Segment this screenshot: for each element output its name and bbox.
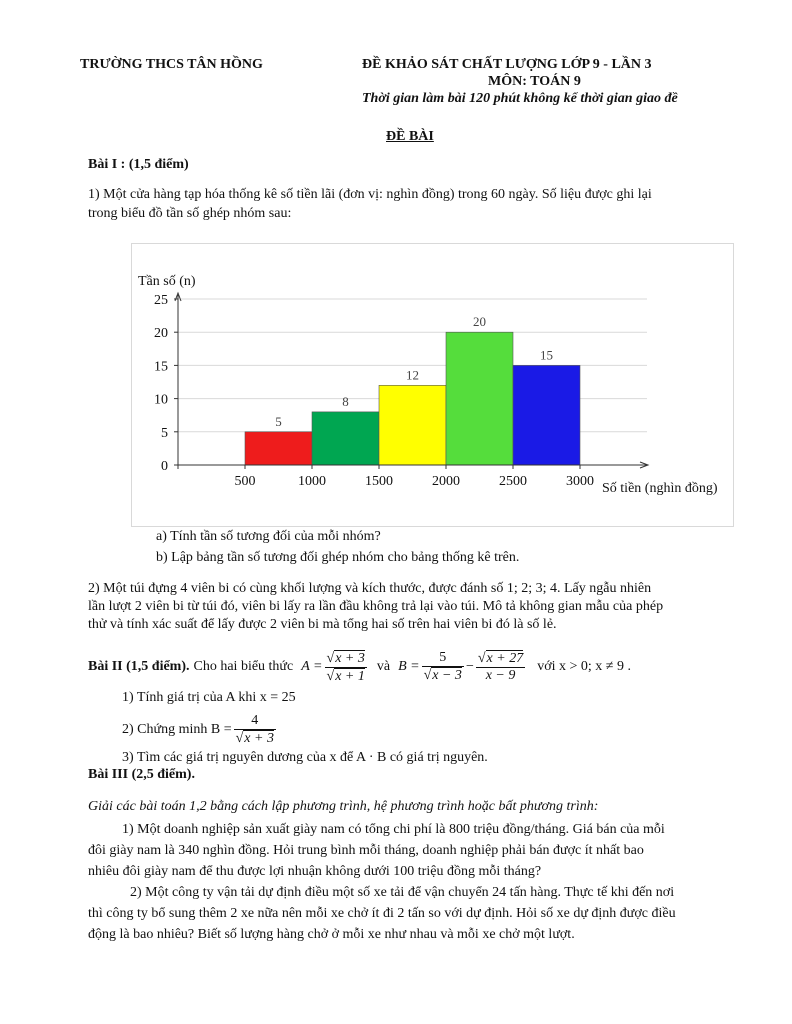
y-axis-label: Tần số (n) [138, 274, 196, 289]
A-num: x + 3 [335, 650, 365, 666]
B-eq: B = [398, 659, 420, 674]
bai2-intro: Cho hai biểu thức [193, 659, 294, 674]
bai3-heading: Bài III (2,5 điểm). [88, 767, 195, 782]
subject: MÔN: TOÁN 9 [488, 74, 581, 89]
bai3-p1-line1: 1) Một doanh nghiệp sản xuất giày nam có tổng chi phí là 800 triệu đồng/tháng. Giá bán của mỗi [122, 822, 665, 837]
histogram-chart [131, 243, 734, 527]
x-tick-label: 2500 [499, 474, 527, 489]
bar-value-label: 15 [540, 347, 553, 363]
B2-num: x + 27 [486, 651, 524, 666]
time-note: Thời gian làm bài 120 phút không kể thời gian giao đề [362, 91, 678, 106]
A-eq: A = [301, 659, 323, 674]
bai2-heading: Bài II (1,5 điểm). [88, 659, 190, 674]
x-tick-label: 1000 [298, 474, 326, 489]
bar-value-label: 5 [275, 413, 282, 429]
section-title: ĐỀ BÀI [386, 129, 434, 144]
exam-title: ĐỀ KHẢO SÁT CHẤT LƯỢNG LỚP 9 - LẦN 3 [362, 57, 652, 72]
bar-500-1000 [245, 432, 312, 465]
y-tick-label: 20 [154, 326, 168, 342]
y-tick-label: 15 [154, 359, 168, 375]
bai3-p2-line3: động là bao nhiêu? Biết số lượng hàng chở ở mỗi xe như nhau và mỗi xe chở một lượt. [88, 927, 575, 942]
y-tick-label: 0 [161, 459, 168, 474]
bai1-q2-line2: lần lượt 2 viên bi từ túi đó, viên bi lấy ra lần đầu không trả lại vào túi. Mô tả không gian mẫu của phép [88, 599, 664, 614]
x-tick-label: 1500 [365, 474, 393, 489]
B2-fraction: $\frac{√x + 27}{x - 9}$ [477, 651, 524, 683]
A-fraction: $\frac{√x + 3}{√x + 1}$ [326, 650, 365, 684]
condition: với x > 0; x ≠ 9 . [537, 659, 631, 674]
bar-1500-2000 [379, 385, 446, 465]
bai3-p1-line3: nhiêu đôi giày nam để thu được lợi nhuận không dưới 100 triệu đồng mỗi tháng? [88, 864, 542, 879]
B1-num: 5 [422, 650, 464, 667]
school-name: TRƯỜNG THCS TÂN HỒNG [80, 57, 263, 72]
bai3-p1-line2: đôi giày nam là 340 nghìn đồng. Hỏi trung bình mỗi tháng, doanh nghiệp phải bán được ít nhất bao [88, 843, 644, 858]
y-tick-label: 5 [161, 425, 168, 441]
x-axis-label: Số tiền (nghìn đồng) [602, 481, 718, 496]
bai3-intro: Giải các bài toán 1,2 bằng cách lập phương trình, hệ phương trình hoặc bất phương trình: [88, 799, 599, 814]
bar-value-label: 12 [406, 367, 419, 383]
bai1-q2-line3: thử và tính xác suất để lấy được 2 viên bi mà tổng hai số trên hai viên bi đó là số lẻ. [88, 617, 557, 632]
bai2-q2-prefix: 2) Chứng minh B = [122, 722, 232, 737]
bai3-p2-line1: 2) Một công ty vận tải dự định điều một số xe tải để vận chuyển 24 tấn hàng. Thực tế khi đến nơi [130, 885, 675, 900]
B2-den: x − 9 [485, 668, 516, 683]
y-tick-label: 25 [154, 293, 168, 308]
bar-2500-3000 [513, 365, 580, 465]
bai1-heading: Bài I : (1,5 điểm) [88, 157, 189, 172]
bai1-q1-line1: 1) Một cửa hàng tạp hóa thống kê số tiền lãi (đơn vị: nghìn đồng) trong 60 ngày. Số liệu được ghi lại [88, 187, 652, 202]
y-tick-label: 10 [154, 392, 168, 408]
bar-2000-2500 [446, 332, 513, 465]
B1-fraction: $\frac{5}{√x - 3}$ [423, 650, 462, 683]
bai2-q1: 1) Tính giá trị của A khi x = 25 [122, 690, 296, 705]
bai1-q1-line2: trong biểu đồ tần số ghép nhóm sau: [88, 206, 292, 221]
bai1-sub-a: a) Tính tần số tương đối của mỗi nhóm? [156, 529, 381, 544]
q2-num: 4 [234, 713, 276, 730]
q2-fraction: $\frac{4}{√x + 3}$ [235, 713, 274, 746]
A-den: x + 1 [335, 668, 365, 684]
bar-value-label: 20 [473, 314, 486, 330]
bai2-q3: 3) Tìm các giá trị nguyên dương của x để A · B có giá trị nguyên. [122, 750, 488, 765]
bar-1000-1500 [312, 412, 379, 465]
x-tick-label: 500 [234, 474, 256, 489]
bai2-statement [88, 647, 631, 687]
x-tick-label: 2000 [432, 474, 460, 489]
and-word: và [376, 659, 391, 674]
x-tick-label: 3000 [566, 474, 594, 489]
minus-sign: − [465, 659, 474, 674]
histogram-svg [132, 244, 733, 526]
bar-value-label: 8 [342, 393, 349, 409]
bai3-p2-line2: thì công ty bổ sung thêm 2 xe nữa nên mỗi xe chở ít đi 2 tấn so với dự định. Hỏi số xe dự định được điều [88, 906, 676, 921]
q2-den: x + 3 [244, 731, 274, 746]
bai1-q2-line1: 2) Một túi đựng 4 viên bi có cùng khối lượng và kích thước, được đánh số 1; 2; 3; 4. Lấy ngẫu nhiên [88, 581, 652, 596]
bai2-q2 [122, 710, 278, 750]
B1-den: x − 3 [432, 668, 462, 683]
bai1-sub-b: b) Lập bảng tần số tương đối ghép nhóm cho bảng thống kê trên. [156, 550, 520, 565]
